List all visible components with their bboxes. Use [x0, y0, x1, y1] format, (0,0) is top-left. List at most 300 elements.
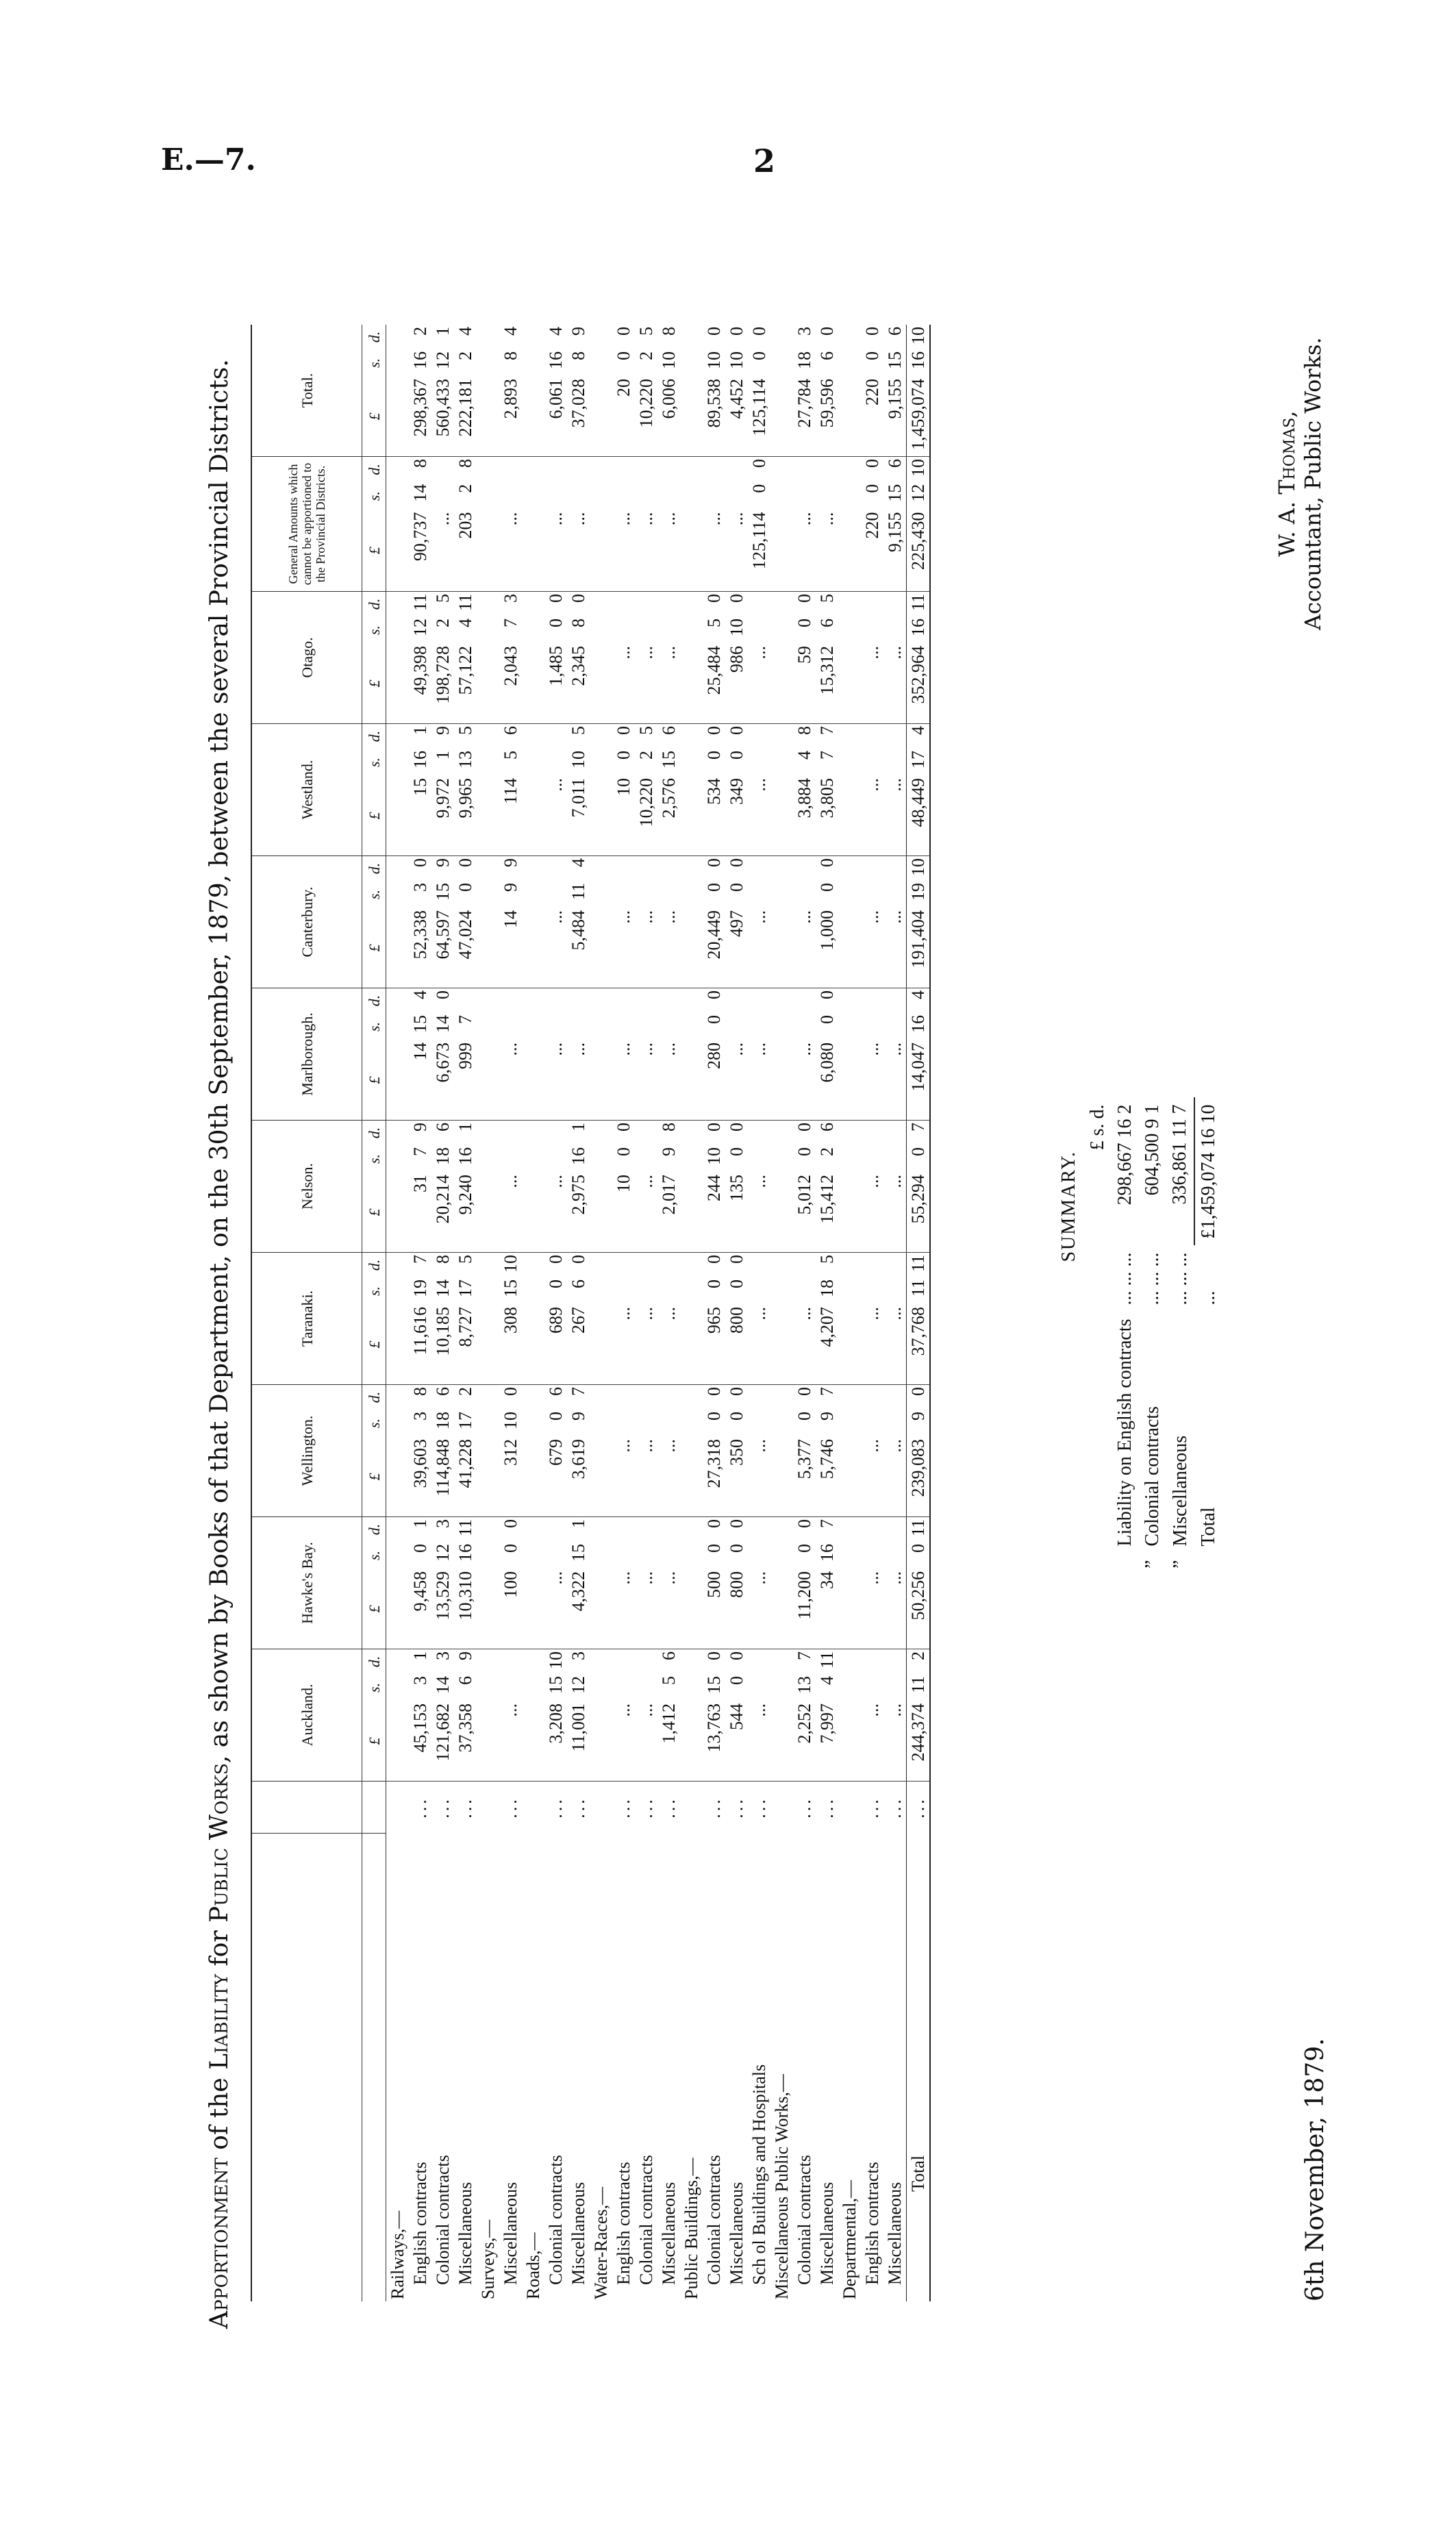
cell-d [635, 1517, 657, 1542]
cell-d [838, 325, 861, 349]
cell-s [748, 749, 770, 776]
cell-s [703, 482, 725, 510]
cell-l [477, 510, 499, 592]
cell-d: 5 [817, 1255, 837, 1264]
cell-s [861, 1013, 883, 1040]
cell-s: 8 [568, 351, 588, 360]
cell-l [590, 1437, 612, 1517]
cell-l: ... [635, 1701, 657, 1782]
cell-l [838, 377, 861, 457]
cell-d [770, 457, 793, 482]
cell-s: 7 [455, 1015, 475, 1024]
cell-d [680, 1121, 703, 1146]
cell-l: 6,006 [657, 377, 680, 457]
cell-d: 7 [817, 1387, 837, 1396]
cell-s [386, 616, 410, 644]
summary-dots: ... ... ... [1114, 1252, 1135, 1305]
cell-d: 0 [907, 1385, 931, 1410]
cell-l: ... [612, 510, 635, 592]
cell-d [522, 988, 544, 1014]
cell-s: 0 [704, 1412, 724, 1421]
row-label: Sch ol Buildings and Hospitals [749, 2064, 769, 2285]
cell-s [590, 1277, 612, 1305]
cell-s: 10 [727, 618, 746, 636]
cell-s: 7 [410, 1147, 430, 1156]
leader-dots [590, 1782, 612, 1834]
cell-d [657, 1517, 680, 1542]
cell-s: 11 [907, 1674, 931, 1701]
cell-l: 2,975 [567, 1173, 590, 1253]
cell-d: 0 [794, 1519, 814, 1528]
cell-l: 1,459,074 [907, 377, 931, 457]
cell-s: 15 [659, 751, 679, 769]
cell-l: ... [612, 1305, 635, 1385]
cell-d: 8 [659, 327, 679, 336]
cell-s [635, 482, 657, 510]
cell-l: 225,430 [907, 510, 931, 592]
cell-l: 298,367 [409, 377, 431, 457]
cell-l [838, 644, 861, 724]
cell-l: 114 [499, 776, 522, 856]
cell-d: 0 [568, 1255, 588, 1264]
cell-s [838, 1674, 861, 1701]
cell-l: ... [861, 1701, 883, 1782]
cell-s: 2 [817, 1147, 837, 1156]
cell-d: 0 [727, 594, 746, 603]
cell-s: 3 [410, 1676, 430, 1685]
cell-s [861, 1410, 883, 1437]
unit-label: d. [362, 325, 386, 349]
cell-l: ... [657, 1305, 680, 1385]
cell-d: 1 [455, 1123, 475, 1132]
cell-s [590, 1145, 612, 1173]
cell-s [883, 1410, 907, 1437]
cell-s [680, 749, 703, 776]
cell-s: 4 [817, 1676, 837, 1685]
cell-s: 11 [907, 1277, 931, 1305]
cell-d [386, 1385, 410, 1410]
cell-s [612, 616, 635, 644]
cell-l: 10,220 [635, 377, 657, 457]
cell-d [657, 988, 680, 1014]
cell-s [522, 1410, 544, 1437]
cell-s: 0 [614, 751, 633, 760]
cell-l: ... [612, 1569, 635, 1649]
cell-d [883, 1121, 907, 1146]
cell-l: 1,485 [544, 644, 567, 724]
cell-d [770, 325, 793, 349]
cell-s [770, 1013, 793, 1040]
leader-dots: ... [433, 1797, 453, 1819]
cell-d [386, 1253, 410, 1278]
cell-d [883, 988, 907, 1014]
cell-s: 2 [455, 351, 475, 360]
cell-s [499, 1013, 522, 1040]
cell-s: 2 [433, 618, 453, 627]
cell-l: 239,083 [907, 1437, 931, 1517]
cell-s [770, 1542, 793, 1569]
cell-s [386, 482, 410, 510]
cell-d: 5 [636, 327, 656, 336]
cell-d: 8 [410, 459, 430, 468]
cell-d [590, 1253, 612, 1278]
cell-d: 9 [433, 726, 453, 735]
cell-l [770, 1173, 793, 1253]
cell-d [883, 724, 907, 749]
cell-d [522, 1517, 544, 1542]
cell-s [838, 1013, 861, 1040]
summary-label: Miscellaneous [1169, 1435, 1191, 1547]
cell-s: 0 [704, 1544, 724, 1553]
cell-s [680, 1542, 703, 1569]
cell-l [386, 510, 410, 592]
cell-s [680, 1410, 703, 1437]
column-header: Hawke's Bay. [251, 1517, 362, 1649]
cell-d [680, 325, 703, 349]
row-label: Miscellaneous [501, 2182, 520, 2285]
cell-l [386, 644, 410, 724]
cell-s [748, 881, 770, 908]
cell-l: 20,214 [431, 1173, 454, 1253]
cell-l [770, 644, 793, 724]
cell-s: 3 [410, 1412, 430, 1421]
cell-s: 0 [546, 1412, 566, 1421]
cell-s [838, 1277, 861, 1305]
row-label: English contracts [862, 2162, 882, 2285]
cell-s: 15 [410, 1015, 430, 1033]
cell-s [883, 1542, 907, 1569]
cell-s [838, 349, 861, 377]
cell-s [838, 1542, 861, 1569]
cell-s: 12 [410, 618, 430, 636]
cell-l [680, 644, 703, 724]
cell-s: 8 [568, 618, 588, 627]
cell-d [770, 1385, 793, 1410]
column-header: Westland. [251, 724, 362, 856]
cell-l: 1,412 [657, 1701, 680, 1782]
cell-s: 5 [659, 1676, 679, 1685]
row-label: Surveys,— [478, 2219, 498, 2299]
cell-l: 9,155 [883, 377, 907, 457]
cell-d: 7 [794, 1651, 814, 1660]
unit-label: d. [362, 1649, 386, 1675]
leader-dots [386, 1782, 410, 1834]
unit-label: s. [362, 1013, 386, 1040]
cell-d: 0 [862, 459, 882, 468]
unit-label: £ [362, 908, 386, 988]
cell-s [477, 881, 499, 908]
cell-d: 9 [433, 858, 453, 867]
cell-l: ... [883, 776, 907, 856]
cell-d [657, 592, 680, 617]
cell-l [680, 908, 703, 988]
cell-d [838, 856, 861, 882]
cell-s [431, 482, 454, 510]
cell-l: ... [635, 1173, 657, 1253]
cell-l: 244 [703, 1173, 725, 1253]
unit-label: s. [362, 1542, 386, 1569]
cell-l [770, 1305, 793, 1385]
cell-d: 5 [455, 1255, 475, 1264]
cell-l: ... [861, 1569, 883, 1649]
cell-d [635, 856, 657, 882]
cell-l [386, 1173, 410, 1253]
cell-d [635, 1385, 657, 1410]
cell-d [657, 856, 680, 882]
cell-s [680, 1674, 703, 1701]
cell-l [838, 908, 861, 988]
cell-l: 9,972 [431, 776, 454, 856]
cell-s: 9 [501, 883, 520, 892]
cell-s: 18 [433, 1412, 453, 1429]
cell-s: 9 [568, 1412, 588, 1421]
cell-l [838, 1040, 861, 1121]
cell-l [770, 1040, 793, 1121]
cell-l: 135 [725, 1173, 748, 1253]
cell-s [770, 349, 793, 377]
cell-d: 0 [704, 726, 724, 735]
row-label: Colonial contracts [704, 2155, 724, 2285]
cell-s [567, 1013, 590, 1040]
cell-s: 15 [546, 1676, 566, 1694]
cell-s [612, 482, 635, 510]
summary-total-label: Total [1197, 1507, 1219, 1547]
cell-s: 16 [907, 1013, 931, 1040]
cell-s [883, 616, 907, 644]
row-label: Miscellaneous [568, 2182, 588, 2285]
cell-s [861, 616, 883, 644]
cell-s: 2 [455, 484, 475, 493]
summary-dots: ... ... ... [1142, 1252, 1163, 1305]
cell-d [477, 988, 499, 1014]
cell-s: 18 [794, 351, 814, 369]
cell-l [477, 1040, 499, 1121]
cell-l [838, 1701, 861, 1782]
unit-label: s. [362, 1277, 386, 1305]
cell-d [499, 1121, 522, 1146]
unit-label: s. [362, 616, 386, 644]
cell-l: 13,529 [431, 1569, 454, 1649]
summary-label: Colonial contracts [1142, 1406, 1163, 1547]
cell-d [838, 457, 861, 482]
cell-s [748, 1145, 770, 1173]
row-label: Miscellaneous [885, 2182, 905, 2285]
cell-l: ... [725, 510, 748, 592]
row-label: Miscellaneous [659, 2182, 679, 2285]
cell-l: 50,256 [907, 1569, 931, 1649]
cell-l: 11,200 [793, 1569, 816, 1649]
cell-s: 4 [794, 751, 814, 760]
table-row [883, 325, 907, 2301]
cell-l: ... [793, 510, 816, 592]
cell-s: 0 [501, 1544, 520, 1553]
cell-s [635, 881, 657, 908]
cell-l: 560,433 [431, 377, 454, 457]
cell-d [838, 1649, 861, 1675]
unit-label: £ [362, 510, 386, 592]
cell-l [590, 776, 612, 856]
leader-dots: ... [410, 1797, 430, 1819]
cell-s [838, 1145, 861, 1173]
summary-title: SUMMARY. [1058, 1150, 1079, 1262]
row-label: Railways,— [388, 2210, 407, 2299]
cell-l: ... [883, 1569, 907, 1649]
cell-d: 6 [433, 1123, 453, 1132]
cell-l: 125,114 [748, 377, 770, 457]
leader-dots: ... [862, 1797, 882, 1819]
cell-l [386, 1040, 410, 1121]
cell-l: 41,228 [454, 1437, 477, 1517]
cell-s [612, 1542, 635, 1569]
cell-l: ... [748, 1305, 770, 1385]
cell-l: 689 [544, 1305, 567, 1385]
table-row [748, 325, 770, 2301]
cell-d [499, 988, 522, 1014]
cell-s: 14 [433, 1279, 453, 1297]
cell-s [657, 1542, 680, 1569]
cell-l [522, 377, 544, 457]
cell-d: 0 [704, 990, 724, 999]
cell-s: 16 [817, 1544, 837, 1562]
cell-d: 0 [614, 1123, 633, 1132]
cell-s: 0 [727, 751, 746, 760]
row-label: English contracts [410, 2162, 430, 2285]
cell-l: 220 [861, 510, 883, 592]
cell-s: 0 [817, 1015, 837, 1024]
cell-l: 349 [725, 776, 748, 856]
cell-s: 7 [501, 618, 520, 627]
cell-d [680, 1253, 703, 1278]
cell-l: ... [567, 510, 590, 592]
cell-d [544, 988, 567, 1014]
cell-d: 7 [568, 1387, 588, 1396]
cell-l: 10,310 [454, 1569, 477, 1649]
leader-dots: ... [817, 1797, 837, 1819]
cell-d: 5 [455, 726, 475, 735]
cell-d [386, 1649, 410, 1675]
cell-s [748, 1013, 770, 1040]
cell-s [499, 1145, 522, 1173]
cell-d: 8 [794, 726, 814, 735]
cell-l: 10,220 [635, 776, 657, 856]
cell-l [680, 510, 703, 592]
unit-label: s. [362, 881, 386, 908]
cell-s [544, 1145, 567, 1173]
table-row [544, 325, 567, 2301]
cell-s [861, 1145, 883, 1173]
cell-d [499, 457, 522, 482]
cell-l: 57,122 [454, 644, 477, 724]
cell-l: 244,374 [907, 1701, 931, 1782]
cell-l: ... [635, 1569, 657, 1649]
cell-s [883, 749, 907, 776]
cell-s: 0 [614, 1147, 633, 1156]
cell-d: 0 [704, 1123, 724, 1132]
leader-dots [680, 1782, 703, 1834]
cell-s [386, 1013, 410, 1040]
unit-label: d. [362, 457, 386, 482]
cell-l: ... [635, 1040, 657, 1121]
cell-l: ... [657, 908, 680, 988]
table-row [725, 325, 748, 2301]
cell-s [544, 1542, 567, 1569]
cell-d [612, 988, 635, 1014]
cell-d [590, 1649, 612, 1675]
cell-s [883, 1013, 907, 1040]
cell-l [770, 1701, 793, 1782]
cell-s: 17 [907, 749, 931, 776]
cell-l: ... [748, 776, 770, 856]
cell-l: ... [883, 1305, 907, 1385]
cell-s [522, 1674, 544, 1701]
cell-d [590, 856, 612, 882]
cell-l: ... [816, 510, 838, 592]
row-label: English contracts [614, 2162, 633, 2285]
cell-d [522, 856, 544, 882]
cell-d [635, 457, 657, 482]
cell-d: 0 [727, 1255, 746, 1264]
cell-d: 4 [410, 990, 430, 999]
cell-d [770, 1517, 793, 1542]
cell-d [454, 988, 477, 1014]
cell-l: ... [612, 908, 635, 988]
cell-l [770, 1569, 793, 1649]
cell-d: 0 [727, 1651, 746, 1660]
cell-d [612, 856, 635, 882]
cell-s [635, 1277, 657, 1305]
cell-l: ... [612, 644, 635, 724]
cell-s [522, 1013, 544, 1040]
cell-d [838, 724, 861, 749]
document-title: Apportionment of the Liability for Public Works, as shown by Books of that Department, on the 30th September, 1879, between the several Provincial Districts. [205, 359, 234, 2329]
cell-s [883, 1145, 907, 1173]
cell-s: 17 [455, 1279, 475, 1297]
cell-d [590, 325, 612, 349]
cell-s [522, 1145, 544, 1173]
unit-label: s. [362, 349, 386, 377]
cell-d: 0 [727, 1387, 746, 1396]
summary-prefix [1112, 1553, 1139, 1575]
cell-l: ... [499, 1173, 522, 1253]
cell-l: 3,805 [816, 776, 838, 856]
leader-dots: ... [885, 1797, 905, 1819]
cell-l: 2,893 [499, 377, 522, 457]
cell-l: 100 [499, 1569, 522, 1649]
cell-l: 59 [793, 644, 816, 724]
cell-l: 191,404 [907, 908, 931, 988]
unit-label: £ [362, 776, 386, 856]
cell-s [612, 1013, 635, 1040]
cell-l [386, 1437, 410, 1517]
cell-s: 18 [433, 1147, 453, 1165]
cell-d: 0 [546, 594, 566, 603]
cell-d: 0 [546, 1255, 566, 1264]
cell-l: 89,538 [703, 377, 725, 457]
cell-l [770, 510, 793, 592]
unit-label: s. [362, 482, 386, 510]
row-label: Total [907, 1834, 931, 2301]
cell-s: 15 [568, 1544, 588, 1562]
cell-l: ... [883, 908, 907, 988]
cell-s: 0 [410, 1544, 430, 1553]
cell-s [590, 1542, 612, 1569]
cell-s: 9 [659, 1147, 679, 1156]
cell-d: 4 [568, 858, 588, 867]
cell-d [567, 988, 590, 1014]
cell-l [770, 377, 793, 457]
cell-d: 0 [794, 594, 814, 603]
cell-d [770, 592, 793, 617]
